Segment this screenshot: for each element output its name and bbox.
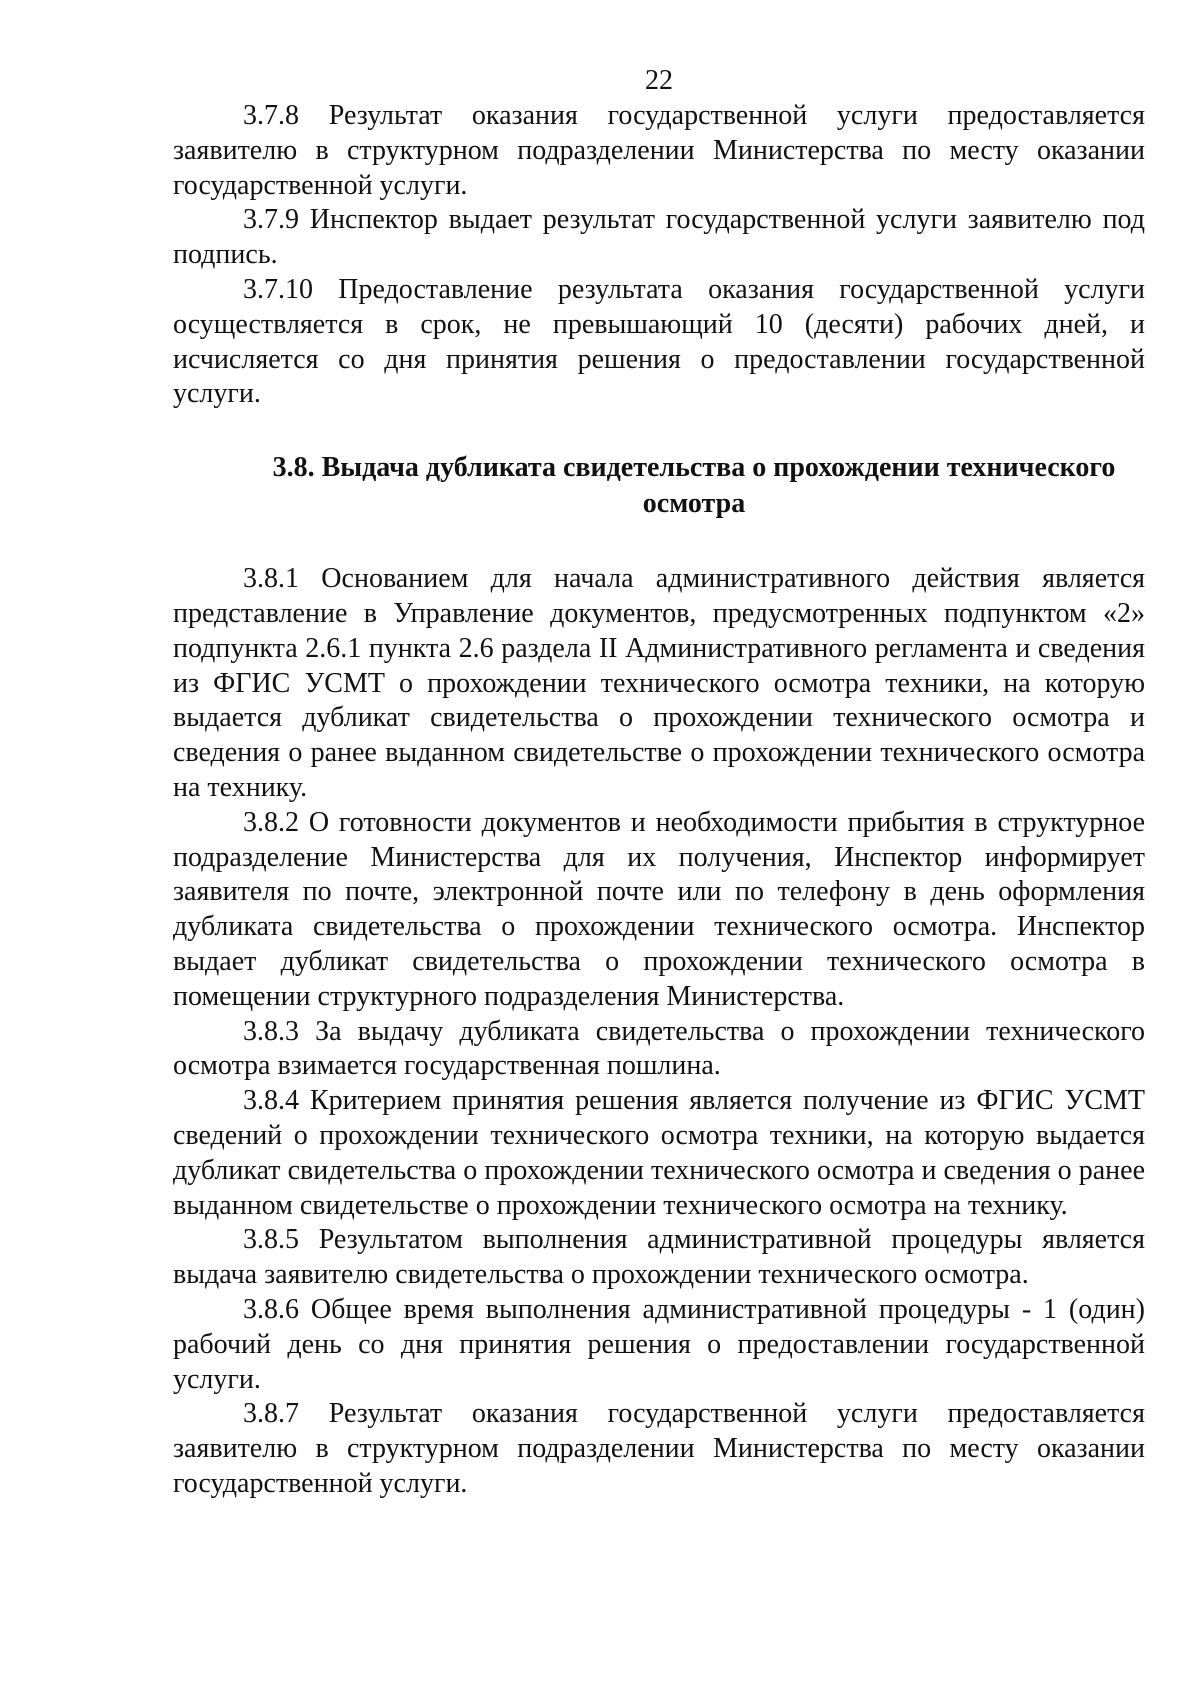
section-title: 3.8. Выдача дубликата свидетельства о прохождении технического осмотра: [272, 452, 1116, 520]
paragraph-3-7-9: 3.7.9 Инспектор выдает результат государственной услуги заявителю под подпись.: [173, 204, 1145, 271]
page-number: 22: [645, 65, 673, 96]
paragraph-3-8-4: 3.8.4 Критерием принятия решения является получение из ФГИС УСМТ сведений о прохождении технического осмотра техники, на которую выдается дубликат свидетельства о прохождении технического осмотра и сведения о ранее выданном свидетельстве о прохождении технического осмотра на технику.: [173, 1085, 1145, 1221]
document-page: [173, 64, 1145, 1502]
paragraph-3-8-7: 3.8.7 Результат оказания государственной услуги предоставляется заявителю в структурном подразделении Министерства по месту оказании государственной услуги.: [173, 1398, 1145, 1499]
paragraph-3-8-6: 3.8.6 Общее время выполнения административной процедуры - 1 (один) рабочий день со дня принятия решения о предоставлении государственной услуги.: [173, 1293, 1145, 1395]
paragraph-3-8-2: 3.8.2 О готовности документов и необходимости прибытия в структурное подразделение Министерства для их получения, Инспектор информирует заявителя по почте, электронной почте или по телефону в день оформления дубликата свидетельства о прохождении технического осмотра. Инспектор выдает дубликат свидетельства о прохождении технического осмотра в помещении структурного подразделения Министерства.: [173, 806, 1145, 1012]
paragraph-3-8-3: 3.8.3 За выдачу дубликата свидетельства о прохождении технического осмотра взимается государственная пошлина.: [173, 1015, 1145, 1082]
paragraph-3-7-8: 3.7.8 Результат оказания государственной услуги предоставляется заявителю в структурном подразделении Министерства по месту оказании государственной услуги.: [173, 100, 1145, 201]
paragraph-3-8-1: 3.8.1 Основанием для начала административного действия является представление в Управление документов, предусмотренных подпунктом «2» подпункта 2.6.1 пункта 2.6 раздела II Административного регламента и сведения из ФГИС УСМТ о прохождении технического осмотра техники, на которую выдается дубликат свидетельства о прохождении технического осмотра и сведения о ранее выданном свидетельстве о прохождении технического осмотра на технику.: [173, 563, 1145, 803]
paragraph-3-7-10: 3.7.10 Предоставление результата оказания государственной услуги осуществляется в срок, не превышающий 10 (десяти) рабочих дней, и исчисляется со дня принятия решения о предоставлении государственной услуги.: [173, 273, 1145, 410]
paragraph-3-8-5: 3.8.5 Результатом выполнения административной процедуры является выдача заявителю свидетельства о прохождении технического осмотра.: [173, 1224, 1145, 1291]
